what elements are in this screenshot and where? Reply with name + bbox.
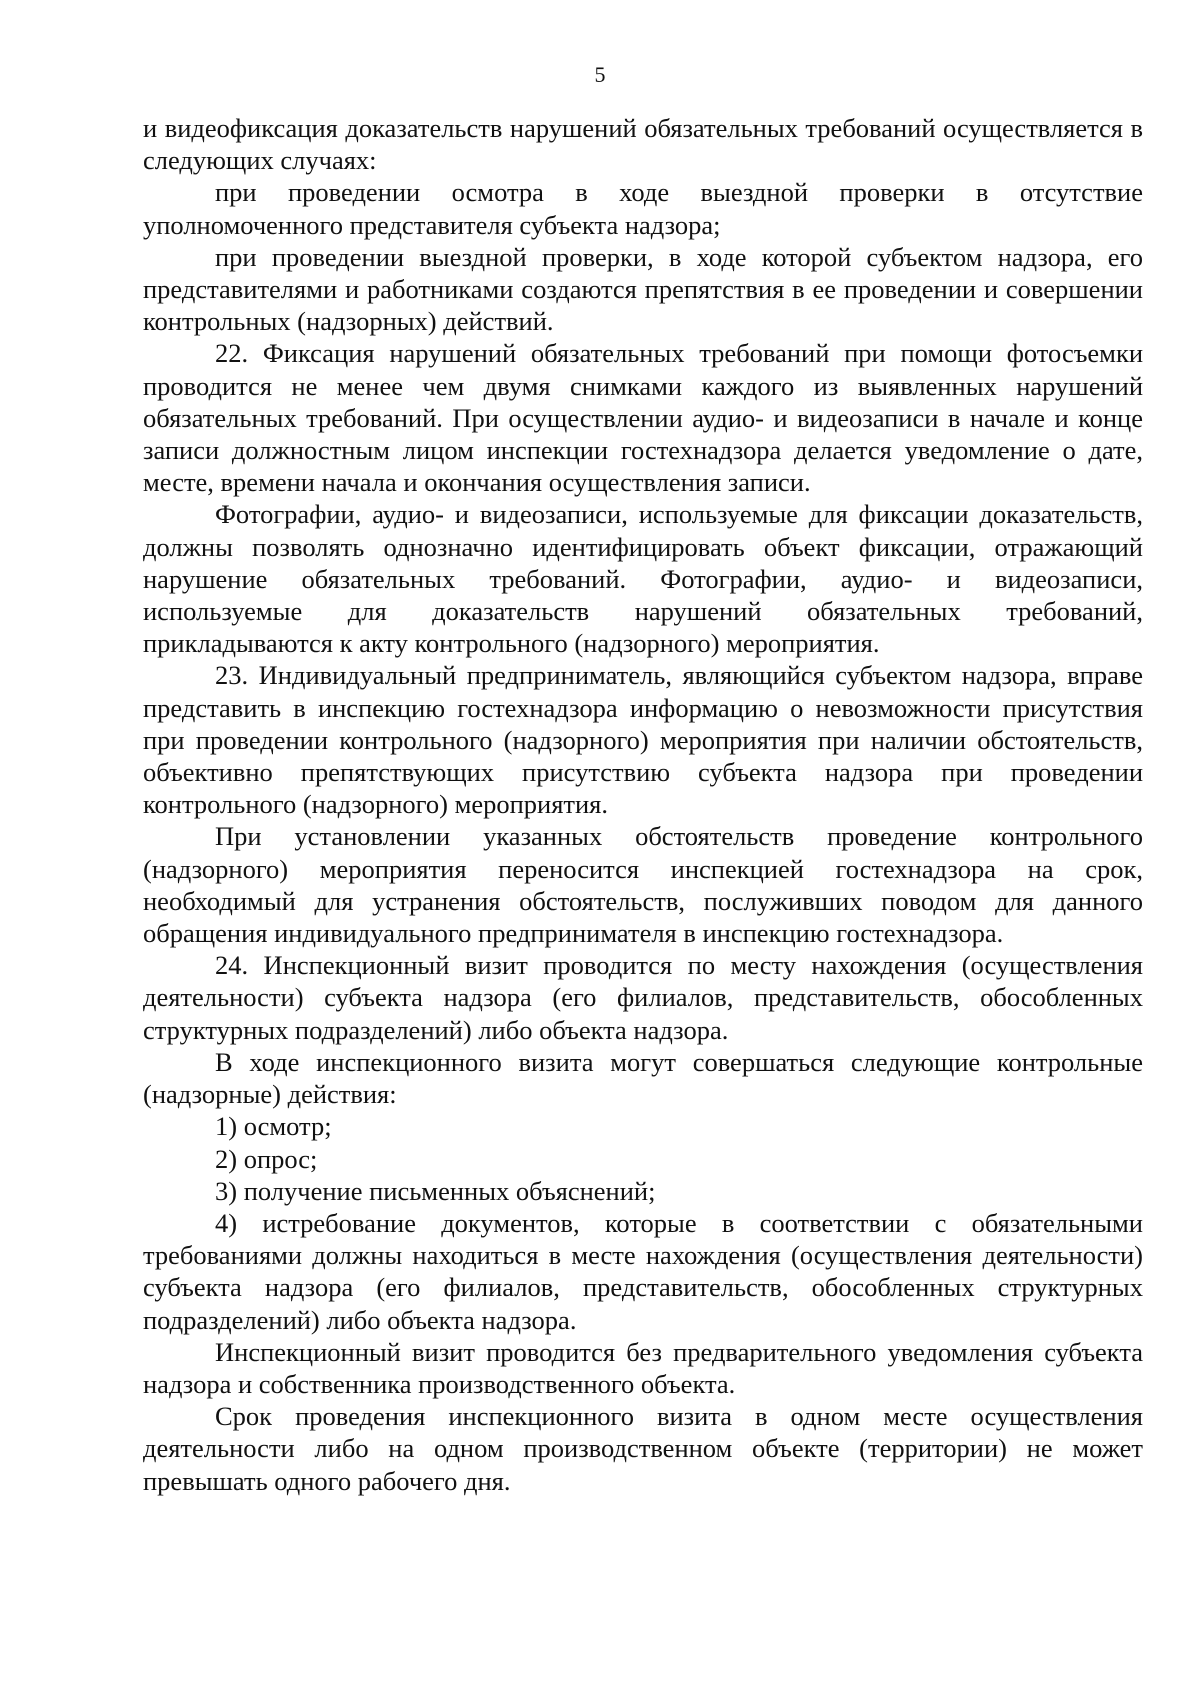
- page-number: 5: [594, 62, 606, 87]
- list-item-inspection: 1) осмотр;: [215, 1111, 332, 1142]
- paragraph-case-obstruction: при проведении выездной проверки, в ходе которой субъектом надзора, его представителями и работниками создаются препятствия в ее проведении и совершении контрольных (надзорных) действий.: [143, 241, 1143, 337]
- document-body: [143, 112, 1143, 1497]
- list-item-survey: 2) опрос;: [215, 1143, 318, 1174]
- paragraph-photo-evidence: Фотографии, аудио- и видеозаписи, используемые для фиксации доказательств, должны позволять однозначно идентифицировать объект фиксации, отражающий нарушение обязательных требований. Фотографии, аудио- и видеозаписи, используемые для доказательств нарушений обязательных требований, прикладываются к акту контрольного (надзорного) мероприятия.: [143, 499, 1143, 659]
- paragraph-actions-intro: В ходе инспекционного визита могут совершаться следующие контрольные (надзорные) действия:: [143, 1046, 1143, 1110]
- paragraph-item-24: 24. Инспекционный визит проводится по месту нахождения (осуществления деятельности) субъекта надзора (его филиалов, представительств, обособленных структурных подразделений) либо объекта надзора.: [143, 950, 1143, 1045]
- paragraph-item-23: 23. Индивидуальный предприниматель, являющийся субъектом надзора, вправе представить в инспекцию гостехнадзора информацию о невозможности присутствия при проведении контрольного (надзорного) мероприятия при наличии обстоятельств, объективно препятствующих присутствию субъекта надзора при проведении контрольного (надзорного) мероприятия.: [143, 660, 1143, 820]
- paragraph-continuation: и видеофиксация доказательств нарушений обязательных требований осуществляется в следующих случаях:: [143, 113, 1143, 176]
- paragraph-no-notice: Инспекционный визит проводится без предварительного уведомления субъекта надзора и собственника производственного объекта.: [143, 1336, 1143, 1399]
- list-item-explanations: 3) получение письменных объяснений;: [215, 1175, 656, 1206]
- paragraph-item-22: 22. Фиксация нарушений обязательных требований при помощи фотосъемки проводится не менее чем двумя снимками каждого из выявленных нарушений обязательных требований. При осуществлении аудио- и видеозаписи в начале и конце записи должностным лицом инспекции гостехнадзора делается уведомление о дате, месте, времени начала и окончания осуществления записи.: [143, 338, 1143, 498]
- paragraph-case-inspection: при проведении осмотра в ходе выездной проверки в отсутствие уполномоченного представителя субъекта надзора;: [143, 177, 1143, 240]
- paragraph-duration: Срок проведения инспекционного визита в одном месте осуществления деятельности либо на одном производственном объекте (территории) не может превышать одного рабочего дня.: [143, 1401, 1143, 1496]
- paragraph-postponement: При установлении указанных обстоятельств проведение контрольного (надзорного) мероприятия переносится инспекцией гостехнадзора на срок, необходимый для устранения обстоятельств, послуживших поводом для данного обращения индивидуального предпринимателя в инспекцию гостехнадзора.: [143, 821, 1143, 949]
- list-item-documents: 4) истребование документов, которые в соответствии с обязательными требованиями должны находиться в месте нахождения (осуществления деятельности) субъекта надзора (его филиалов, представительств, обособленных структурных подразделений) либо объекта надзора.: [143, 1207, 1143, 1335]
